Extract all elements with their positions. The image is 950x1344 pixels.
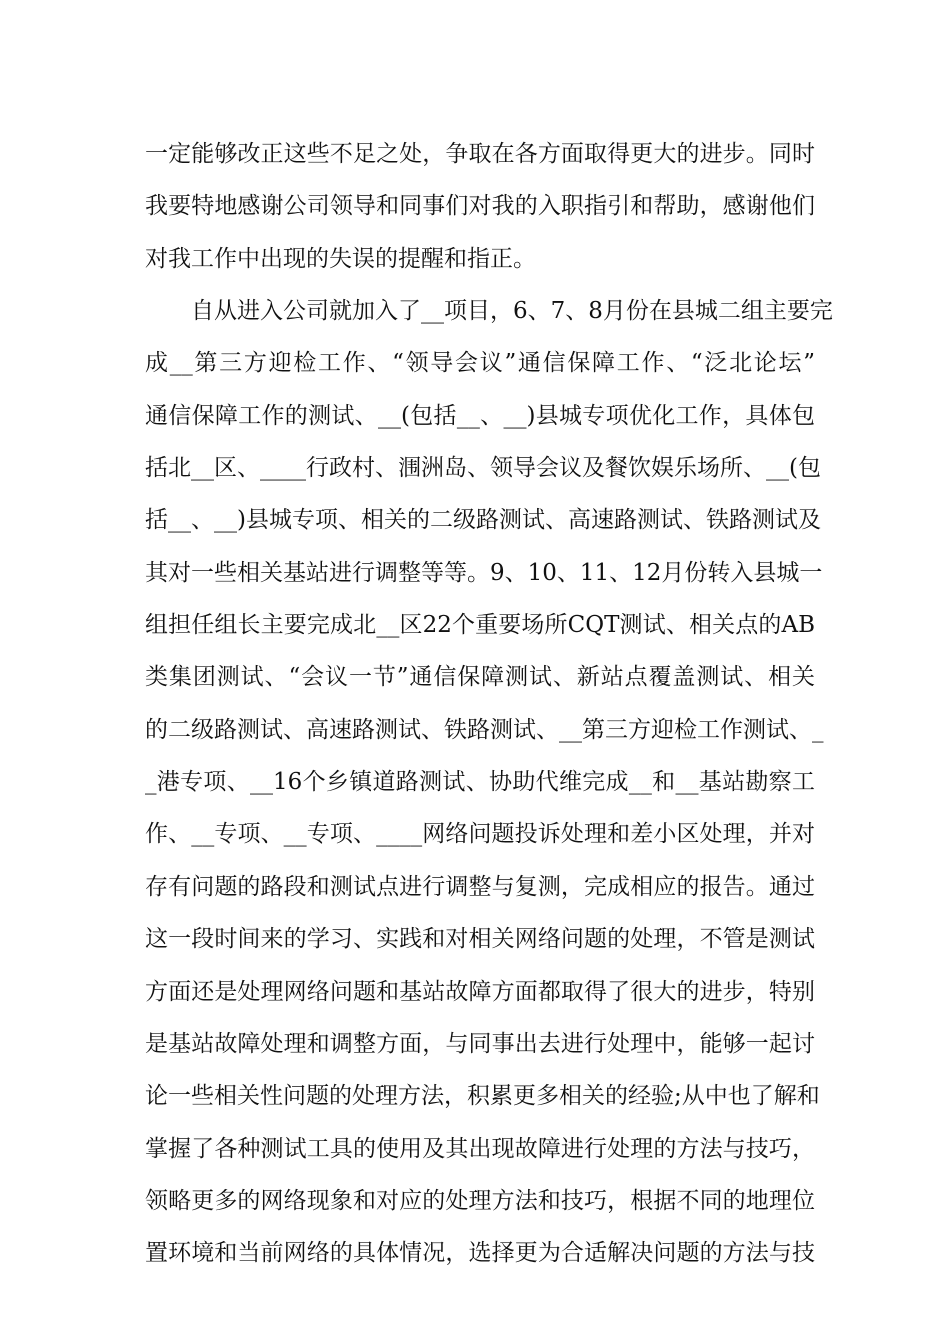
text-line: 论一些相关性问题的处理方法，积累更多相关的经验;从中也了解和 bbox=[145, 1083, 820, 1110]
text-line: 括__、__)县城专项、相关的二级路测试、高速路测试、铁路测试及 bbox=[145, 507, 821, 534]
text-line: 组担任组长主要完成北__区22个重要场所CQT测试、相关点的AB bbox=[145, 612, 815, 639]
text-line: 存有问题的路段和测试点进行调整与复测，完成相应的报告。通过 bbox=[145, 873, 815, 900]
text-line: 类集团测试、“会议一节”通信保障测试、新站点覆盖测试、相关 bbox=[145, 664, 815, 691]
text-line: 我要特地感谢公司领导和同事们对我的入职指引和帮助，感谢他们 bbox=[145, 193, 815, 220]
text-line: 方面还是处理网络问题和基站故障方面都取得了很大的进步，特别 bbox=[145, 978, 815, 1005]
text-line: 是基站故障处理和调整方面，与同事出去进行处理中，能够一起讨 bbox=[145, 1030, 815, 1057]
text-line: 通信保障工作的测试、__(包括__、__)县城专项优化工作，具体包 bbox=[145, 402, 815, 429]
text-line: 括北__区、____行政村、涠洲岛、领导会议及餐饮娱乐场所、__(包 bbox=[145, 455, 821, 482]
body-text bbox=[145, 128, 833, 1280]
text-line: 一定能够改正这些不足之处，争取在各方面取得更大的进步。同时 bbox=[145, 141, 815, 167]
text-line: 掌握了各种测试工具的使用及其出现故障进行处理的方法与技巧， bbox=[145, 1135, 815, 1162]
text-line: 成__第三方迎检工作、“领导会议”通信保障工作、“泛北论坛” bbox=[145, 350, 815, 377]
text-line: _港专项、__16个乡镇道路测试、协助代维完成__和__基站勘察工 bbox=[145, 769, 815, 796]
text-line: 自从进入公司就加入了__项目，6、7、8月份在县城二组主要完 bbox=[145, 298, 833, 325]
text-line: 置环境和当前网络的具体情况，选择更为合适解决问题的方法与技 bbox=[145, 1240, 815, 1267]
text-line: 对我工作中出现的失误的提醒和指正。 bbox=[145, 245, 536, 272]
text-line: 作、__专项、__专项、____网络问题投诉处理和差小区处理，并对 bbox=[145, 821, 815, 848]
text-line: 其对一些相关基站进行调整等等。9、10、11、12月份转入县城一 bbox=[145, 559, 823, 586]
text-line: 这一段时间来的学习、实践和对相关网络问题的处理，不管是测试 bbox=[145, 926, 815, 953]
text-line: 领略更多的网络现象和对应的处理方法和技巧，根据不同的地理位 bbox=[145, 1187, 815, 1214]
text-line: 的二级路测试、高速路测试、铁路测试、__第三方迎检工作测试、_ bbox=[145, 716, 824, 743]
